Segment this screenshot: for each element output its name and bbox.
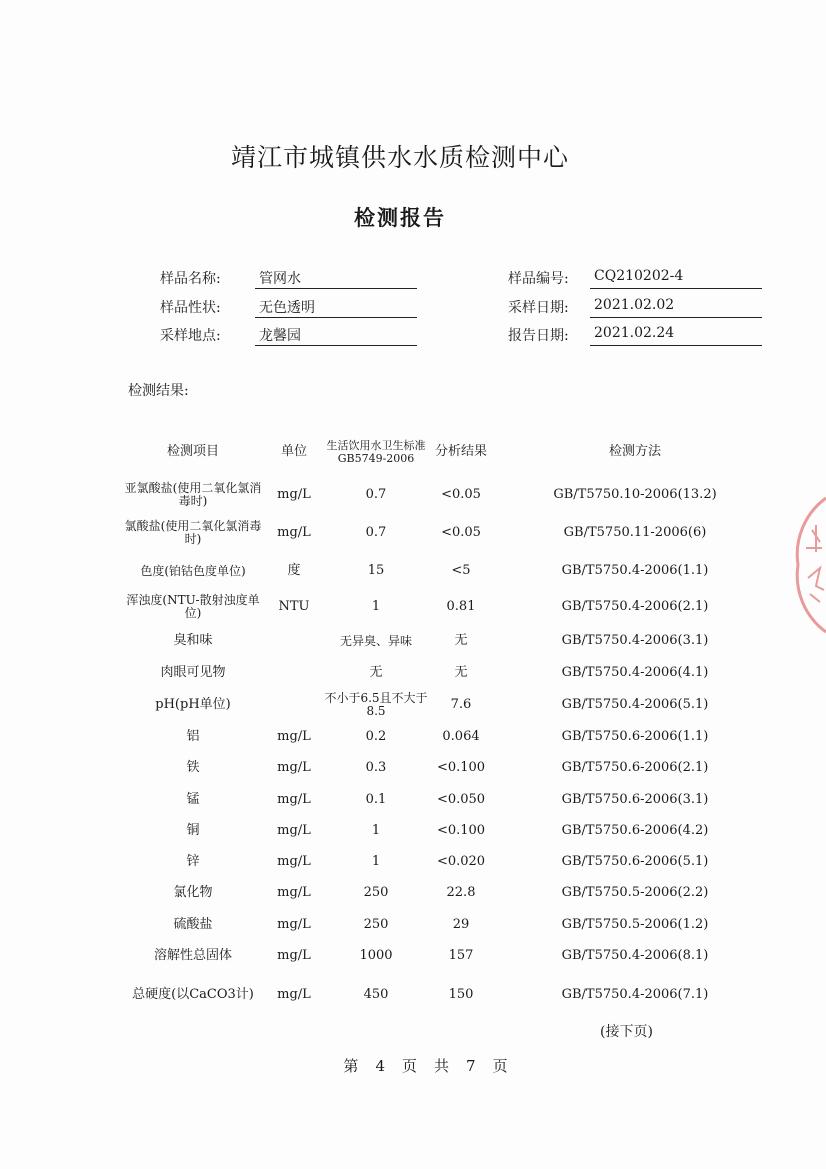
info-label: 样品名称: bbox=[160, 271, 221, 287]
info-label: 样品性状: bbox=[160, 300, 221, 316]
row-unit bbox=[268, 689, 320, 721]
row-unit: mg/L bbox=[277, 948, 311, 963]
info-value: 2021.02.24 bbox=[590, 325, 762, 346]
row-result: <0.100 bbox=[436, 823, 486, 838]
info-sampling-location bbox=[160, 325, 420, 351]
row-standard: 1 bbox=[371, 599, 381, 614]
row-method: GB/T5750.4-2006(4.1) bbox=[561, 665, 709, 680]
row-item: pH(pH单位) bbox=[155, 697, 231, 712]
row-standard: 不小于6.5且不大于8.5 bbox=[324, 691, 428, 718]
row-method: GB/T5750.4-2006(1.1) bbox=[561, 563, 709, 578]
row-standard: 15 bbox=[367, 563, 385, 578]
header-unit: 单位 bbox=[280, 444, 307, 459]
row-standard: 450 bbox=[363, 987, 389, 1002]
row-result: 无 bbox=[454, 665, 468, 680]
row-method: GB/T5750.10-2006(13.2) bbox=[553, 487, 717, 502]
row-method: GB/T5750.4-2006(7.1) bbox=[561, 987, 709, 1002]
row-standard: 1 bbox=[371, 823, 381, 838]
footer-total-word: 共 bbox=[434, 1057, 451, 1075]
row-result: 无 bbox=[454, 633, 468, 648]
row-item: 锌 bbox=[186, 854, 200, 869]
row-unit: NTU bbox=[278, 599, 310, 614]
info-value: CQ210202-4 bbox=[590, 268, 762, 289]
row-unit: mg/L bbox=[277, 823, 311, 838]
info-sampling-date bbox=[508, 297, 768, 323]
row-item: 浑浊度(NTU-散射浊度单位) bbox=[126, 593, 260, 620]
footer-total-pages: 7 bbox=[466, 1057, 477, 1075]
row-item: 锰 bbox=[186, 792, 200, 807]
row-result: 0.064 bbox=[442, 729, 480, 744]
row-result: 29 bbox=[452, 917, 470, 932]
row-method: GB/T5750.6-2006(3.1) bbox=[561, 792, 709, 807]
header-result: 分析结果 bbox=[434, 444, 487, 459]
row-method: GB/T5750.4-2006(8.1) bbox=[561, 948, 709, 963]
row-unit: mg/L bbox=[277, 917, 311, 932]
row-standard: 250 bbox=[363, 917, 389, 932]
info-value: 龙馨园 bbox=[255, 325, 417, 346]
info-report-date bbox=[508, 325, 768, 351]
row-item: 臭和味 bbox=[173, 633, 213, 648]
continue-note: (接下页) bbox=[600, 1024, 653, 1040]
header-standard: 生活饮用水卫生标准GB5749-2006 bbox=[326, 439, 426, 465]
row-unit: mg/L bbox=[277, 987, 311, 1002]
info-label: 采样地点: bbox=[160, 328, 221, 344]
row-standard: 1 bbox=[371, 854, 381, 869]
row-method: GB/T5750.4-2006(5.1) bbox=[561, 697, 709, 712]
info-label: 样品编号: bbox=[508, 271, 569, 287]
row-item: 亚氯酸盐(使用二氧化氯消毒时) bbox=[124, 481, 262, 508]
row-result: 157 bbox=[448, 948, 474, 963]
row-item: 铜 bbox=[186, 823, 200, 838]
results-label: 检测结果: bbox=[128, 383, 189, 399]
row-standard: 250 bbox=[363, 885, 389, 900]
report-title: 检测报告 bbox=[354, 206, 446, 230]
row-standard: 无异臭、异味 bbox=[339, 633, 412, 648]
row-item: 硫酸盐 bbox=[173, 917, 213, 932]
info-value: 2021.02.02 bbox=[590, 297, 762, 318]
row-standard: 0.7 bbox=[365, 525, 387, 540]
row-method: GB/T5750.4-2006(3.1) bbox=[561, 633, 709, 648]
row-item: 总硬度(以CaCO3计) bbox=[132, 987, 254, 1002]
organization-name: 靖江市城镇供水水质检测中心 bbox=[230, 143, 569, 172]
row-unit bbox=[268, 658, 320, 688]
row-result: 22.8 bbox=[446, 885, 476, 900]
row-item: 氯化物 bbox=[173, 885, 213, 900]
info-label: 报告日期: bbox=[508, 328, 569, 344]
row-result: <0.100 bbox=[436, 760, 486, 775]
row-unit: mg/L bbox=[277, 760, 311, 775]
row-result: <0.050 bbox=[436, 792, 486, 807]
row-unit: mg/L bbox=[277, 854, 311, 869]
footer-page-number: 4 bbox=[375, 1057, 386, 1075]
row-method: GB/T5750.4-2006(2.1) bbox=[561, 599, 709, 614]
row-unit: mg/L bbox=[277, 885, 311, 900]
footer-page-word: 第 bbox=[343, 1057, 360, 1075]
row-standard: 0.7 bbox=[365, 487, 387, 502]
row-item: 溶解性总固体 bbox=[153, 948, 232, 963]
row-result: <0.05 bbox=[441, 525, 481, 540]
row-item: 肉眼可见物 bbox=[160, 665, 226, 680]
row-item: 铝 bbox=[186, 729, 200, 744]
row-standard: 0.1 bbox=[365, 792, 387, 807]
info-sample-number bbox=[508, 268, 768, 294]
info-sample-name bbox=[160, 268, 420, 294]
row-standard: 0.2 bbox=[365, 729, 387, 744]
row-result: <0.05 bbox=[441, 487, 481, 502]
row-method: GB/T5750.5-2006(2.2) bbox=[561, 885, 709, 900]
row-unit: mg/L bbox=[277, 729, 311, 744]
row-unit: mg/L bbox=[277, 487, 311, 502]
row-method: GB/T5750.11-2006(6) bbox=[563, 525, 707, 540]
row-item: 色度(铂钴色度单位) bbox=[140, 563, 246, 578]
row-unit bbox=[268, 626, 320, 656]
row-standard: 无 bbox=[369, 665, 383, 680]
row-unit: mg/L bbox=[277, 792, 311, 807]
row-standard: 0.3 bbox=[365, 760, 387, 775]
info-value: 无色透明 bbox=[255, 297, 417, 318]
row-item: 铁 bbox=[186, 760, 200, 775]
row-unit: 度 bbox=[287, 563, 301, 578]
row-method: GB/T5750.6-2006(5.1) bbox=[561, 854, 709, 869]
row-result: <0.020 bbox=[436, 854, 486, 869]
info-value: 管网水 bbox=[255, 268, 417, 289]
row-method: GB/T5750.6-2006(2.1) bbox=[561, 760, 709, 775]
row-unit: mg/L bbox=[277, 525, 311, 540]
row-standard: 1000 bbox=[359, 948, 393, 963]
row-item: 氯酸盐(使用二氧化氯消毒时) bbox=[124, 519, 262, 546]
header-item: 检测项目 bbox=[166, 444, 219, 459]
footer-total-unit: 页 bbox=[492, 1057, 509, 1075]
row-result: 0.81 bbox=[446, 599, 476, 614]
header-method: 检测方法 bbox=[608, 444, 661, 459]
page-footer bbox=[0, 1055, 826, 1076]
seal-stamp-fragment bbox=[786, 490, 826, 640]
footer-page-unit: 页 bbox=[401, 1057, 418, 1075]
row-method: GB/T5750.6-2006(4.2) bbox=[561, 823, 709, 838]
row-method: GB/T5750.6-2006(1.1) bbox=[561, 729, 709, 744]
row-result: 7.6 bbox=[450, 697, 472, 712]
info-label: 采样日期: bbox=[508, 300, 569, 316]
row-result: 150 bbox=[448, 987, 474, 1002]
row-result: <5 bbox=[451, 563, 471, 578]
row-method: GB/T5750.5-2006(1.2) bbox=[561, 917, 709, 932]
info-sample-property bbox=[160, 297, 420, 323]
